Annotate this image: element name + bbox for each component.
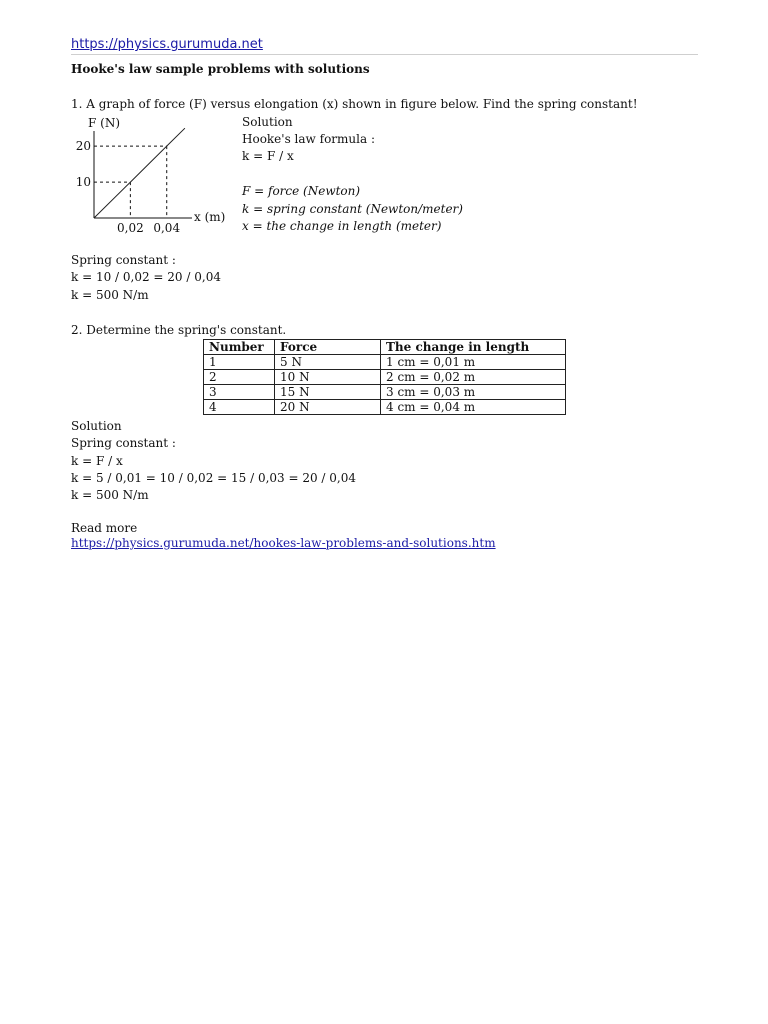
problem2-answer-line: k = 500 N/m	[71, 488, 149, 502]
force-line	[94, 128, 185, 218]
legend-force: F = force (Newton)	[242, 184, 361, 198]
table-row	[204, 355, 566, 370]
table-cell: 15 N	[275, 385, 381, 400]
legend-spring-constant: k = spring constant (Newton/meter)	[242, 202, 463, 216]
y-axis-label: F (N)	[88, 116, 121, 130]
table-cell: 20 N	[275, 400, 381, 415]
table-cell: 4 cm = 0,04 m	[381, 400, 566, 415]
x-axis-label: x (m)	[194, 210, 226, 224]
table-header-row	[204, 340, 566, 355]
header-divider	[71, 54, 698, 55]
problem1-answer-heading: Spring constant :	[71, 253, 176, 267]
problem2-answer-heading: Spring constant :	[71, 436, 176, 450]
table-cell: 3	[204, 385, 275, 400]
problem2-answer-line: k = F / x	[71, 454, 123, 468]
column-header-number: Number	[204, 340, 275, 355]
column-header-change-in-length: The change in length	[381, 340, 566, 355]
table-cell: 10 N	[275, 370, 381, 385]
y-tick-label: 10	[75, 175, 91, 190]
document-title: Hooke's law sample problems with solutions	[71, 62, 370, 76]
table-cell: 2 cm = 0,02 m	[381, 370, 566, 385]
legend-change-in-length: x = the change in length (meter)	[242, 219, 442, 233]
problem2-question: 2. Determine the spring's constant.	[71, 323, 287, 337]
force-elongation-chart	[68, 111, 238, 241]
problem1-answer-line: k = 10 / 0,02 = 20 / 0,04	[71, 270, 221, 284]
table-cell: 3 cm = 0,03 m	[381, 385, 566, 400]
table-cell: 1 cm = 0,01 m	[381, 355, 566, 370]
problem2-solution-heading: Solution	[71, 419, 122, 433]
read-more-link[interactable]: https://physics.gurumuda.net/hookes-law-problems-and-solutions.htm	[71, 536, 496, 550]
x-tick-label: 0,02	[117, 221, 144, 235]
hooke-formula: k = F / x	[242, 149, 294, 163]
x-tick-label: 0,04	[153, 221, 181, 235]
table-cell: 2	[204, 370, 275, 385]
spring-data-table	[203, 339, 566, 415]
table-row	[204, 370, 566, 385]
table-cell: 4	[204, 400, 275, 415]
table-cell: 5 N	[275, 355, 381, 370]
y-tick-label: 20	[75, 139, 91, 154]
solution-heading: Solution	[242, 115, 293, 129]
table-cell: 1	[204, 355, 275, 370]
problem2-answer-line: k = 5 / 0,01 = 10 / 0,02 = 15 / 0,03 = 20 / 0,04	[71, 471, 357, 485]
problem1-answer-line: k = 500 N/m	[71, 288, 149, 302]
read-more-label: Read more	[71, 521, 138, 535]
table-row	[204, 400, 566, 415]
table-row	[204, 385, 566, 400]
formula-heading: Hooke's law formula :	[242, 132, 375, 146]
problem1-question: 1. A graph of force (F) versus elongation (x) shown in figure below. Find the spring constant!	[71, 97, 638, 111]
column-header-force: Force	[275, 340, 381, 355]
header-source-link[interactable]: https://physics.gurumuda.net	[71, 37, 263, 52]
